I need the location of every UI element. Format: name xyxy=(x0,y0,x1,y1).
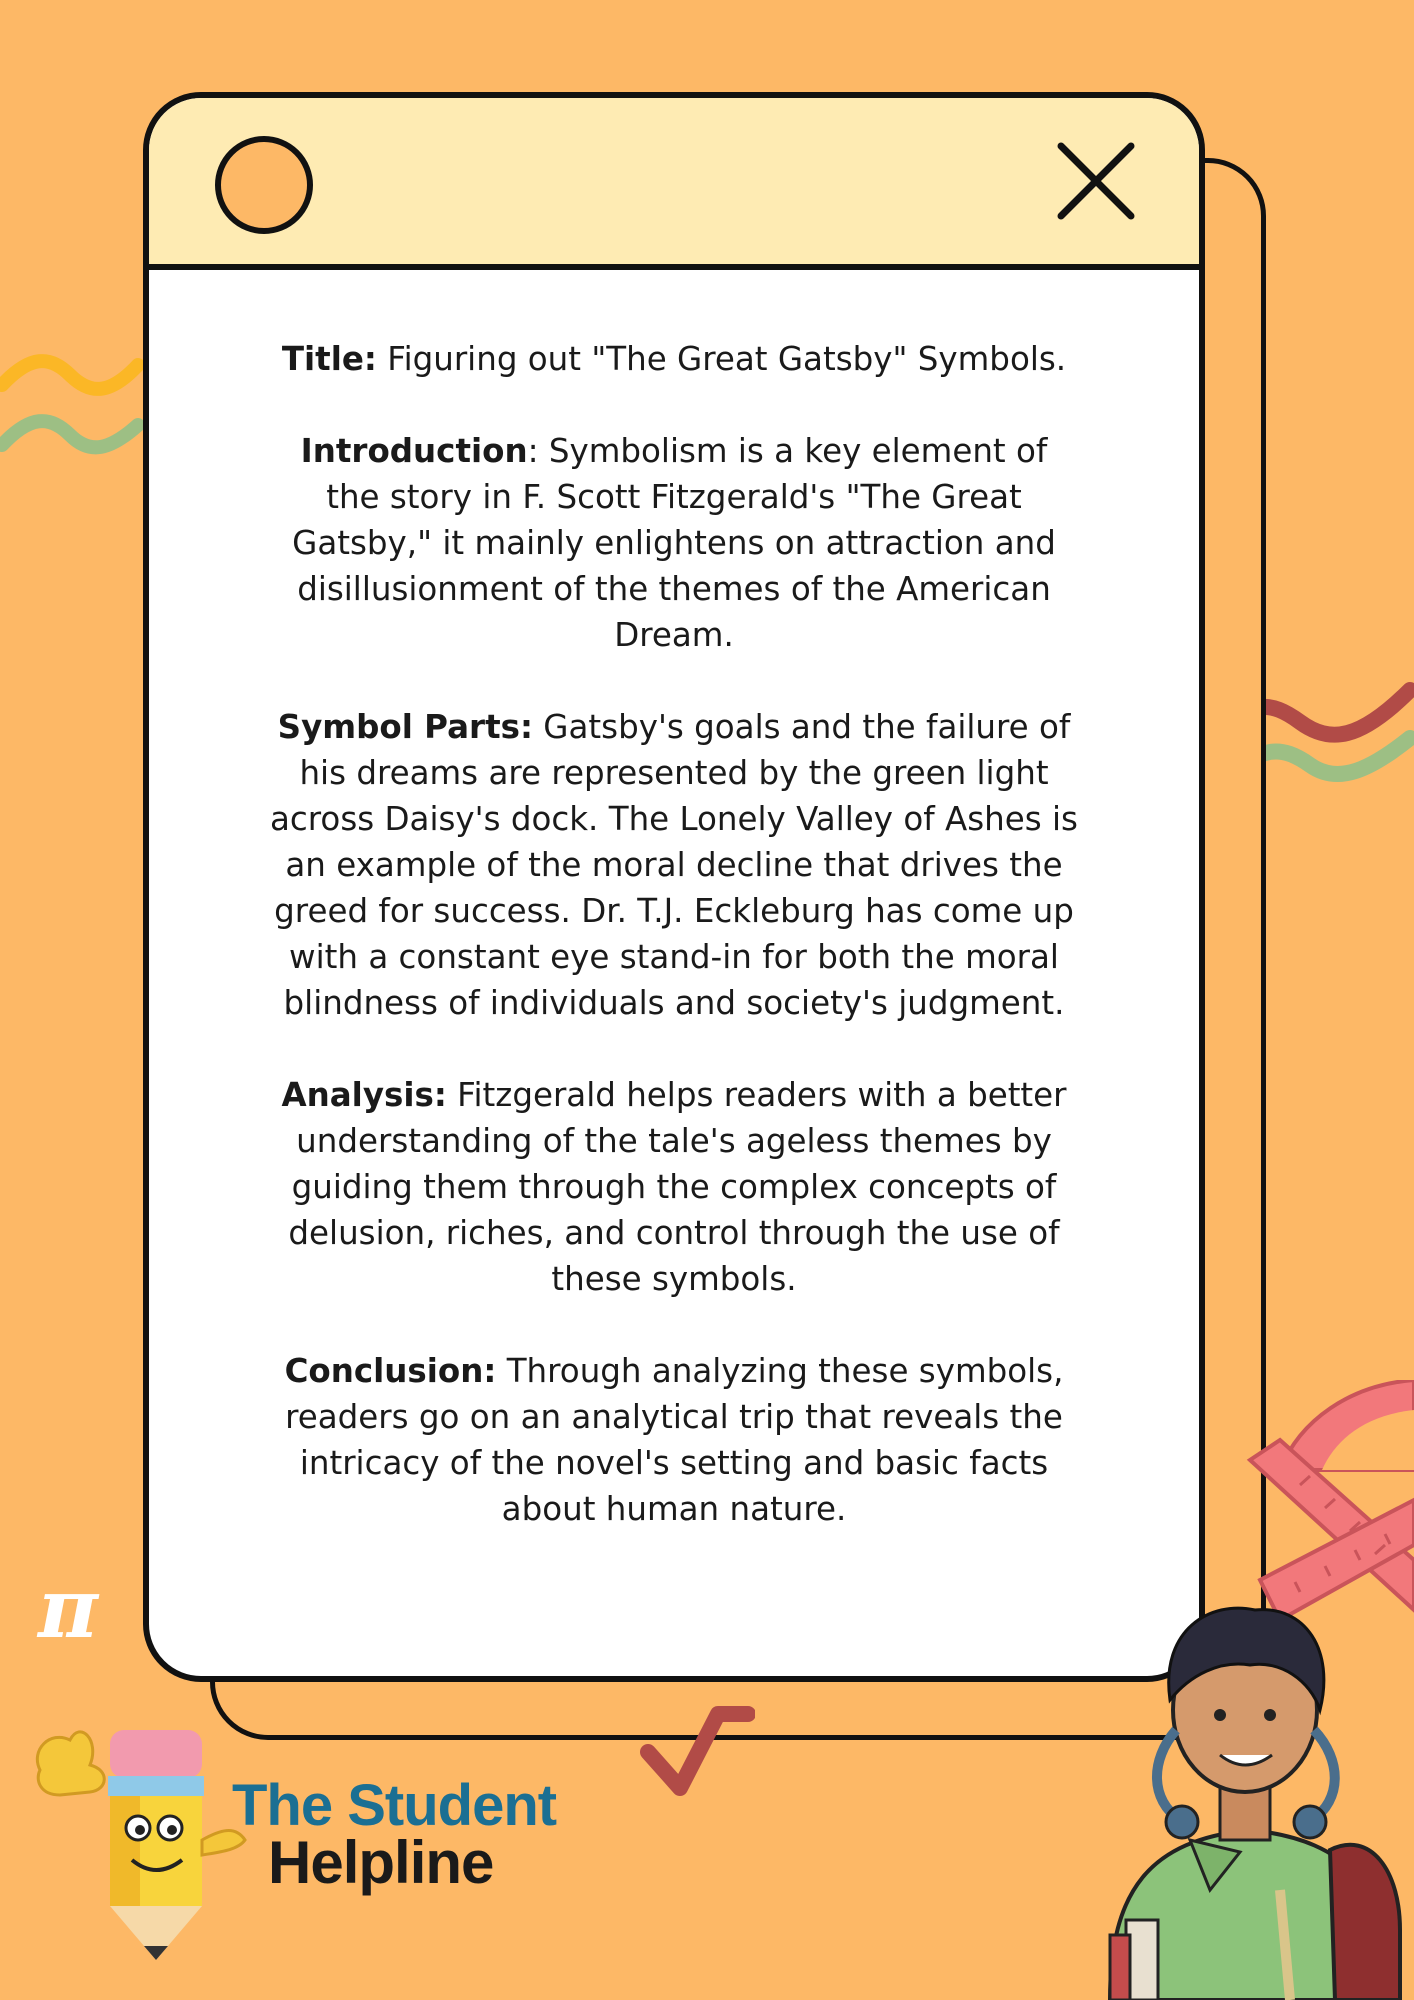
circle-button-icon[interactable] xyxy=(215,136,313,234)
section-label: Analysis: xyxy=(281,1076,447,1114)
student-helpline-logo xyxy=(20,1710,557,1970)
section-symbol-parts xyxy=(269,704,1079,1026)
document-content xyxy=(269,336,1079,1578)
student-illustration xyxy=(1080,1590,1414,2000)
window-title-bar xyxy=(149,98,1199,270)
section-conclusion xyxy=(269,1348,1079,1532)
section-title xyxy=(269,336,1079,382)
document-window xyxy=(143,92,1205,1682)
section-label: Conclusion: xyxy=(284,1352,497,1390)
section-text: : Symbolism is a key element of the story in F. Scott Fitzgerald's "The Great Gatsby," it mainly enlightens on attraction and disillusionment of the themes of the American Dream. xyxy=(292,432,1056,654)
section-label: Introduction xyxy=(300,432,528,470)
section-introduction xyxy=(269,428,1079,658)
section-label: Title: xyxy=(281,340,377,378)
section-text: Through analyzing these symbols, readers go on an analytical trip that reveals the intricacy of the novel's setting and basic facts about human nature. xyxy=(285,1352,1064,1528)
squiggle-left-decoration xyxy=(0,335,150,465)
logo-text-line2: Helpline xyxy=(268,1829,494,1896)
close-icon[interactable] xyxy=(1055,140,1137,222)
section-text: Fitzgerald helps readers with a better understanding of the tale's ageless themes by guiding them through the complex concepts of delusion, riches, and control through the use of these symbols. xyxy=(288,1076,1067,1298)
square-root-icon xyxy=(640,1700,755,1800)
pencil-mascot-icon xyxy=(20,1710,260,1970)
section-label: Symbol Parts: xyxy=(277,708,533,746)
pi-symbol-decoration: π xyxy=(38,1561,99,1657)
logo-text-line1: The Student xyxy=(232,1773,557,1838)
section-analysis xyxy=(269,1072,1079,1302)
section-text: Gatsby's goals and the failure of his dreams are represented by the green light across Daisy's dock. The Lonely Valley of Ashes is an example of the moral decline that drives the greed for success. Dr. T.J. Eckleburg has come up with a constant eye stand-in for both the moral blindness of individuals and society's judgment. xyxy=(270,708,1078,1022)
section-text: Figuring out "The Great Gatsby" Symbols. xyxy=(376,340,1067,378)
